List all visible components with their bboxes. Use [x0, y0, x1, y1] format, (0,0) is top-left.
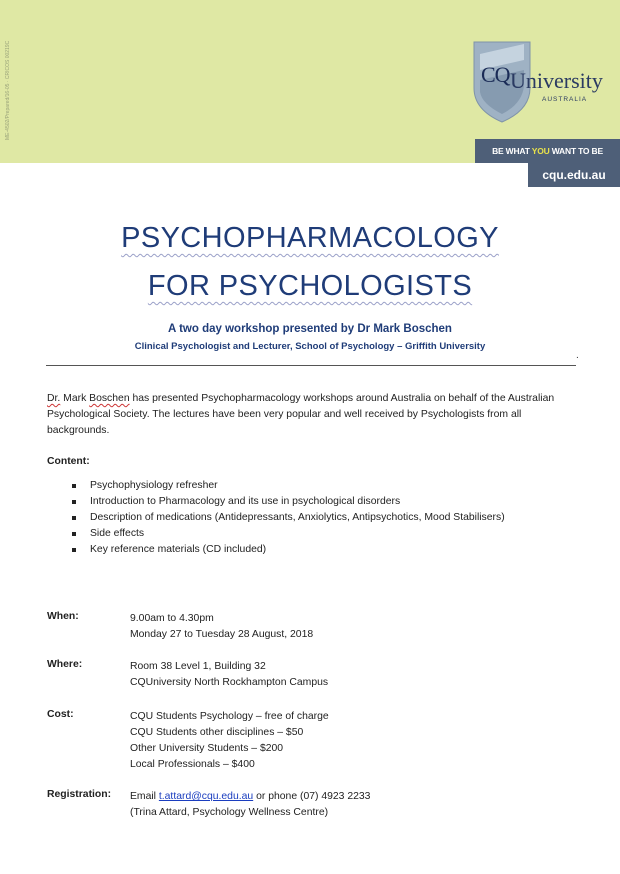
list-item-text: Description of medications (Antidepressants, Anxiolytics, Antipsychotics, Mood Stabilisers): [90, 512, 505, 523]
intro-name-a: Dr.: [47, 393, 61, 404]
bullet-icon: [72, 532, 76, 536]
when-time: 9.00am to 4.30pm: [130, 613, 214, 624]
registration-contact: [130, 789, 370, 805]
cost-label: Cost:: [47, 709, 74, 720]
bullet-icon: [72, 484, 76, 488]
logo-australia-text: AUSTRALIA: [542, 96, 588, 103]
content-label: Content:: [47, 456, 90, 467]
title-line-2: FOR PSYCHOLOGISTS: [147, 270, 473, 302]
divider: [46, 365, 576, 366]
where-room: Room 38 Level 1, Building 32: [130, 661, 266, 672]
cost-values: [130, 709, 329, 773]
side-note: ME-4502/Prepared/16-05 · CRICOS 00219C: [5, 40, 11, 140]
registration-prefix: Email: [130, 791, 159, 802]
list-item-text: Psychophysiology refresher: [90, 480, 218, 491]
intro-text: has presented Psychopharmacology workshops around Australia on behalf of the Australian Psychological Society. The lectures have been very popular and well received by Psychologists from all backgrounds.: [47, 393, 555, 436]
cost-line: CQU Students Psychology – free of charge: [130, 711, 329, 722]
logo-university-text: University: [510, 68, 603, 93]
tagline-accent: YOU: [531, 146, 550, 156]
intro-paragraph: [47, 391, 577, 439]
list-item: [72, 510, 522, 526]
website-url[interactable]: cqu.edu.au: [528, 163, 620, 187]
cost-line: CQU Students other disciplines – $50: [130, 727, 304, 738]
when-date: Monday 27 to Tuesday 28 August, 2018: [130, 629, 314, 640]
list-item: [72, 478, 522, 494]
where-label: Where:: [47, 659, 83, 670]
list-item: [72, 494, 522, 510]
title-line-1: PSYCHOPHARMACOLOGY: [121, 222, 499, 254]
list-item: [72, 542, 522, 558]
logo-cq-text: CQ: [481, 62, 510, 87]
bullet-icon: [72, 516, 76, 520]
tagline-banner: [475, 139, 620, 163]
when-values: [130, 611, 313, 643]
where-values: [130, 659, 328, 691]
presenter-credentials: Clinical Psychologist and Lecturer, School of Psychology – Griffith University: [134, 341, 486, 352]
list-item-text: Side effects: [90, 528, 145, 539]
list-item-text: Key reference materials (CD included): [90, 544, 267, 555]
when-label: When:: [47, 611, 79, 622]
content-list: [72, 478, 522, 558]
cost-line: Local Professionals – $400: [130, 759, 255, 770]
registration-contact-name: (Trina Attard, Psychology Wellness Centre): [130, 807, 329, 818]
tagline-after: WANT TO BE: [549, 146, 603, 156]
bullet-icon: [72, 548, 76, 552]
cqu-logo: [472, 40, 617, 124]
email-link[interactable]: t.attard@cqu.edu.au: [158, 791, 254, 802]
intro-name-b: Mark: [63, 393, 87, 404]
list-item-text: Introduction to Pharmacology and its use in psychological disorders: [90, 496, 401, 507]
registration-phone: or phone (07) 4923 2233: [253, 791, 371, 802]
tagline-before: BE WHAT: [492, 146, 532, 156]
registration-label: Registration:: [47, 789, 112, 800]
bullet-icon: [72, 500, 76, 504]
where-campus: CQUniversity North Rockhampton Campus: [130, 677, 329, 688]
subtitle: A two day workshop presented by Dr Mark Boschen: [168, 323, 452, 335]
stray-dot: .: [576, 350, 579, 361]
list-item: [72, 526, 522, 542]
intro-name-c: Boschen: [89, 393, 130, 404]
registration-values: [130, 789, 370, 821]
cost-line: Other University Students – $200: [130, 743, 284, 754]
